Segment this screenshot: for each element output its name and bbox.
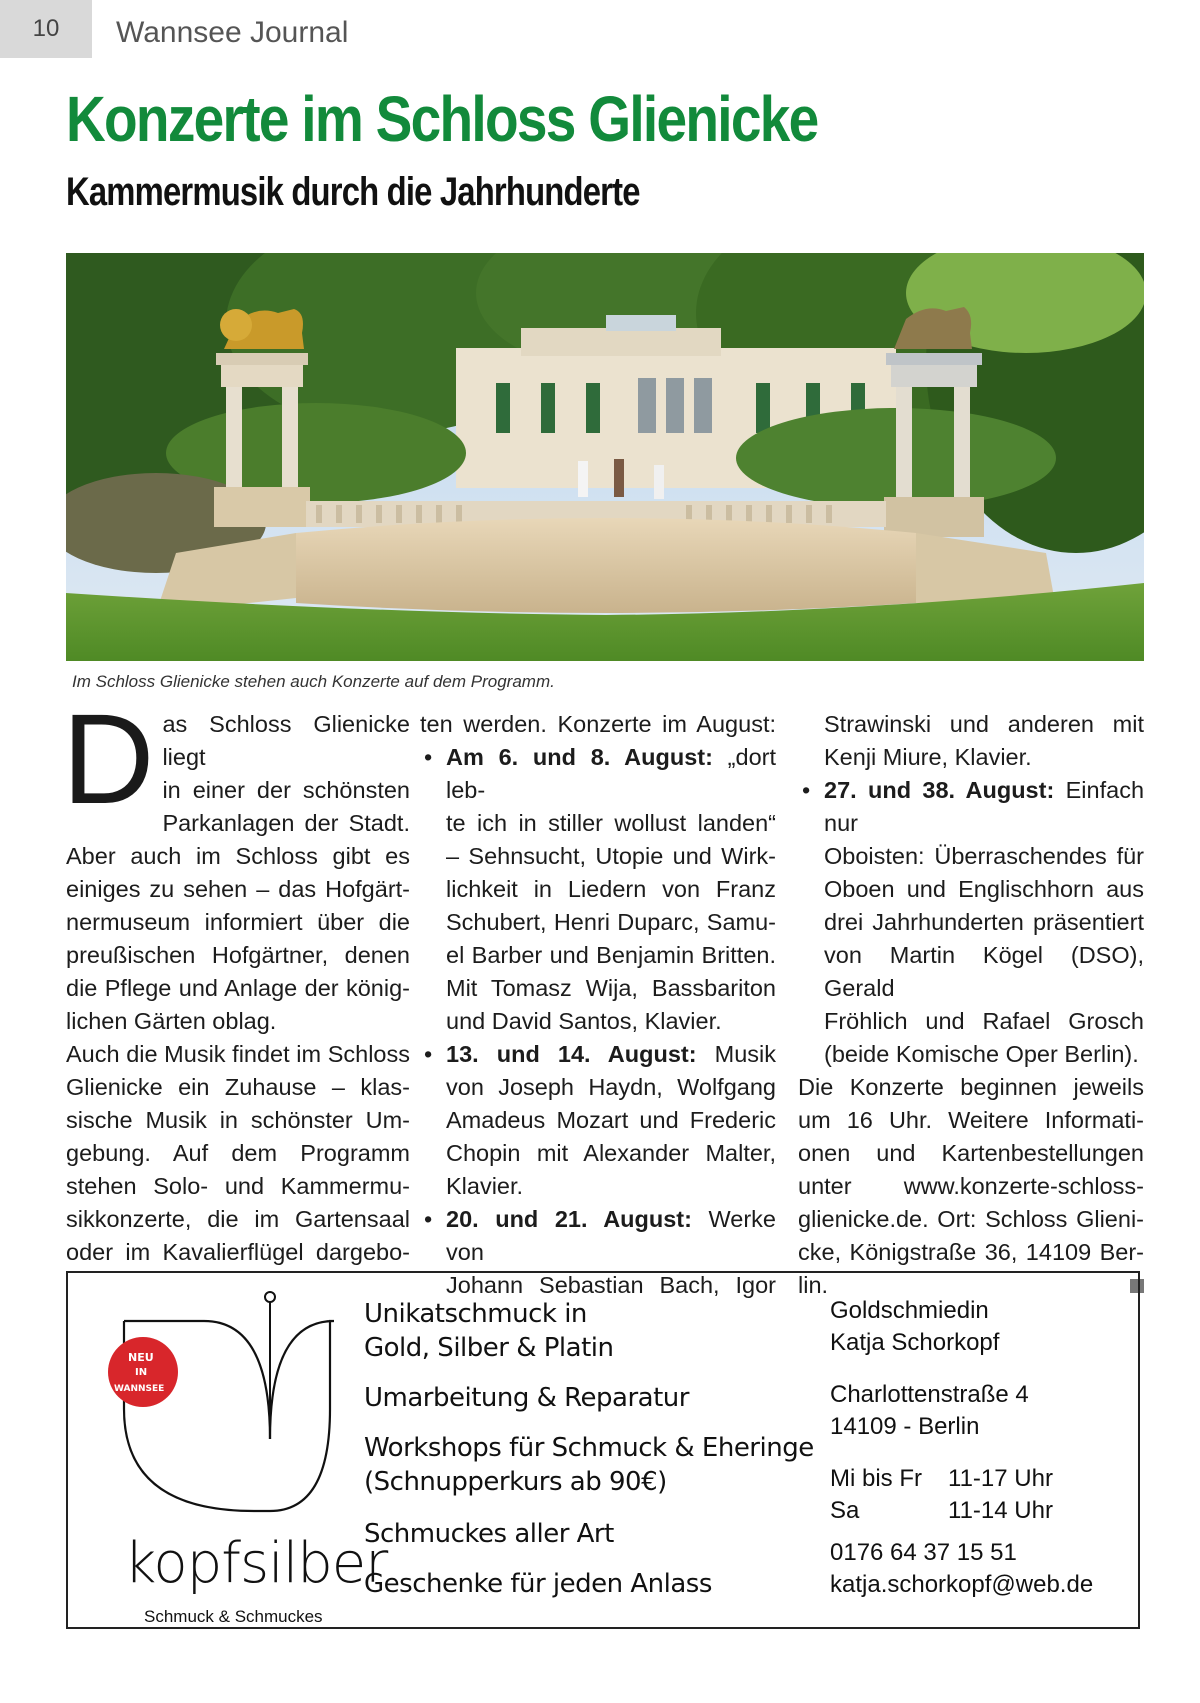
paragraph-line: unter www.konzerte-schloss- <box>798 1173 1144 1199</box>
article-column-1 <box>62 688 410 1269</box>
paragraph-line: ten werden. Konzerte im August: <box>420 711 776 737</box>
paragraph-line: lin. <box>798 1272 829 1298</box>
email-address[interactable]: katja.schorkopf@web.de <box>830 1571 1094 1598</box>
brand-tagline: Schmuck & Schmuckes <box>144 1607 323 1626</box>
paragraph-line: Aber auch im Schloss gibt es <box>66 843 410 869</box>
dropcap-letter: D <box>62 688 155 831</box>
page-number: 10 <box>32 15 60 42</box>
paragraph-line: nermuseum informiert über die <box>66 909 410 935</box>
schloss-glienicke-photo <box>66 253 1144 661</box>
concert-item-3-continued <box>798 708 1144 774</box>
owner-title: Goldschmiedin <box>830 1297 989 1324</box>
paragraph-line: und David Santos, Klavier. <box>446 1008 722 1034</box>
paragraph-line: te ich in stiller wollust landen“ <box>446 810 776 836</box>
paragraph-line: einiges zu sehen – das Hofgärt- <box>66 876 410 902</box>
service-line: Geschenke für jeden Anlass <box>364 1569 712 1599</box>
paragraph-line: Oboisten: Überraschendes für <box>824 843 1144 869</box>
paragraph-line: Mit Tomasz Wija, Bassbariton <box>446 975 776 1001</box>
paragraph-line: lichkeit in Liedern von Franz <box>446 876 776 902</box>
hours-time: 11-17 Uhr <box>948 1465 1053 1492</box>
paragraph-line: el Barber und Benjamin Britten. <box>446 942 776 968</box>
article-column-2 <box>420 708 776 1302</box>
paragraph-line: um 16 Uhr. Weitere Informati- <box>798 1107 1144 1133</box>
paragraph-line: von Joseph Haydn, Wolfgang <box>446 1074 776 1100</box>
paragraph-line: (beide Komische Oper Berlin). <box>824 1041 1139 1067</box>
concert-date: Am 6. und 8. August: <box>446 744 713 770</box>
brand-name: kopfsilber <box>124 1531 388 1596</box>
paragraph-line: onen und Kartenbestellungen <box>798 1140 1144 1166</box>
paragraph-line: Werke von <box>446 1206 777 1265</box>
concert-date: 27. und 38. August: <box>824 777 1055 803</box>
paragraph-line: Strawinski und anderen mit <box>824 711 1144 737</box>
paragraph-line: preußischen Hofgärtner, denen <box>66 942 410 968</box>
hours-time: 11-14 Uhr <box>948 1497 1053 1524</box>
concert-item-4 <box>798 774 1144 1071</box>
hours-days: Mi bis Fr <box>830 1465 922 1492</box>
paragraph-line: oder im Kavalierflügel dargebo- <box>66 1239 410 1265</box>
badge-lettering-icon <box>108 1337 178 1407</box>
paragraph-line: von Martin Kögel (DSO), Gerald <box>824 942 1144 1001</box>
paragraph-line: – Sehnsucht, Utopie und Wirk- <box>446 843 776 869</box>
paragraph-line: Auch die Musik findet im Schloss <box>66 1041 410 1067</box>
service-line: Workshops für Schmuck & Eheringe <box>364 1433 814 1463</box>
service-line: (Schnupperkurs ab 90€) <box>364 1467 667 1497</box>
kopfsilber-logo <box>94 1289 388 1626</box>
svg-text:IN: IN <box>135 1367 148 1378</box>
concert-date: 13. und 14. August: <box>446 1041 697 1067</box>
paragraph-line: cke, Königstraße 36, 14109 Ber- <box>798 1239 1144 1265</box>
svg-text:WANNSEE: WANNSEE <box>114 1384 165 1394</box>
paragraph-line: Klavier. <box>446 1173 524 1199</box>
paragraph-line: Einfach nur <box>824 777 1145 836</box>
journal-name: Wannsee Journal <box>116 16 349 49</box>
paragraph-line: gebung. Auf dem Programm <box>66 1140 410 1166</box>
concert-date: 20. und 21. August: <box>446 1206 692 1232</box>
paragraph-line: stehen Solo- und Kammermu- <box>66 1173 410 1199</box>
phone-number: 0176 64 37 15 51 <box>830 1539 1017 1566</box>
paragraph-line: glienicke.de. Ort: Schloss Glieni- <box>798 1206 1144 1232</box>
opening-hours <box>830 1463 1053 1527</box>
paragraph-line: Die Konzerte beginnen jeweils <box>798 1074 1144 1100</box>
article-subheadline: Kammermusik durch die Jahrhunderte <box>66 170 640 214</box>
kopfsilber-advertisement <box>66 1271 1140 1629</box>
paragraph-line: Glienicke ein Zuhause – klas- <box>66 1074 410 1100</box>
contact-block <box>830 1537 1093 1601</box>
article-headline: Konzerte im Schloss Glienicke <box>66 83 818 155</box>
paragraph-line: sische Musik in schönster Um- <box>66 1107 410 1133</box>
service-line: Unikatschmuck in <box>364 1299 587 1329</box>
concert-item-1 <box>420 741 776 1038</box>
service-line: Gold, Silber & Platin <box>364 1333 614 1363</box>
paragraph-line: Chopin mit Alexander Malter, <box>446 1140 776 1166</box>
paragraph-line: as Schloss Glienicke liegt <box>162 711 410 770</box>
paragraph-line: in einer der schönsten <box>162 777 410 803</box>
owner-name: Katja Schorkopf <box>830 1329 1000 1356</box>
paragraph-line: lichen Gärten oblag. <box>66 1008 277 1034</box>
hours-days: Sa <box>830 1497 860 1524</box>
photo-caption: Im Schloss Glienicke stehen auch Konzerte auf dem Programm. <box>72 672 555 691</box>
svg-text:NEU: NEU <box>128 1351 154 1364</box>
paragraph-line: Parkanlagen der Stadt. <box>162 810 410 836</box>
paragraph-line: drei Jahrhunderten präsentiert <box>824 909 1144 935</box>
service-line: Umarbeitung & Reparatur <box>364 1383 689 1413</box>
owner-block <box>830 1295 999 1359</box>
new-in-wannsee-badge <box>108 1337 178 1407</box>
paragraph-line: Musik <box>714 1041 777 1067</box>
concert-item-2 <box>420 1038 776 1203</box>
page-number-tab <box>0 0 92 58</box>
paragraph-line: die Pflege und Anlage der könig- <box>66 975 410 1001</box>
paragraph-line: Oboen und Englischhorn aus <box>824 876 1144 902</box>
paragraph-line: Johann Sebastian Bach, Igor <box>446 1272 776 1298</box>
paragraph-line: Fröhlich und Rafael Grosch <box>824 1008 1144 1034</box>
tulip-logo-icon <box>94 1289 384 1529</box>
article-column-3 <box>798 708 1144 1302</box>
street: Charlottenstraße 4 <box>830 1381 1029 1408</box>
paragraph-line: Amadeus Mozart und Frederic <box>446 1107 776 1133</box>
city: 14109 - Berlin <box>830 1413 980 1440</box>
paragraph-line: Schubert, Henri Duparc, Samu- <box>446 909 776 935</box>
paragraph-line: „dort leb- <box>446 744 776 803</box>
paragraph-line: Kenji Miure, Klavier. <box>824 744 1032 770</box>
service-line: Schmuckes aller Art <box>364 1519 614 1549</box>
address-block <box>830 1379 1029 1443</box>
paragraph-line: sikkonzerte, die im Gartensaal <box>66 1206 410 1232</box>
